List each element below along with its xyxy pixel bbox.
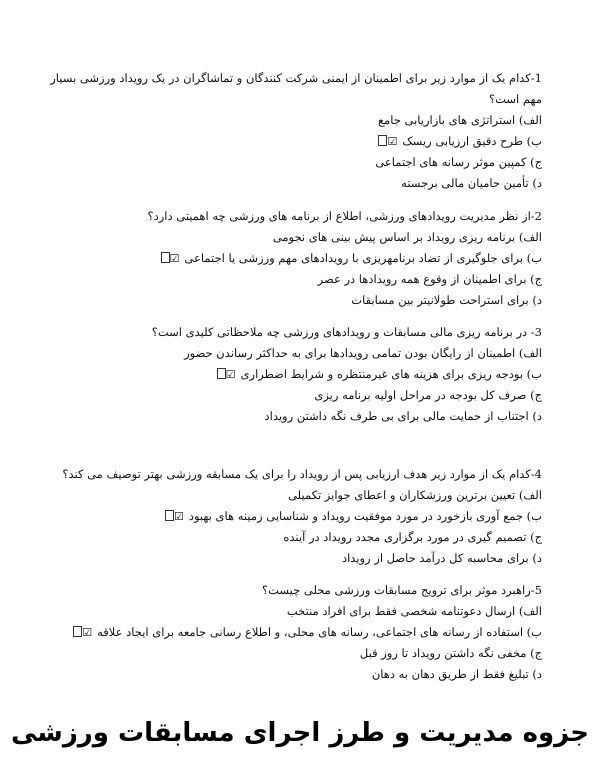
empty-box-icon (165, 510, 174, 521)
option-a: الف) استراتژی های بازاریابی جامع (377, 113, 542, 127)
option-a: الف) برنامه ریزی رویداد بر اساس پیش بینی های نجومی (272, 230, 542, 244)
question-text: 1-کدام یک از موارد زیر برای اطمینان از ایمنی شرکت کنندگان و تماشاگران در یک رویداد ورزشی بسیار مهم است؟ (50, 71, 542, 106)
option-b-correct: ب) استفاده از رسانه های اجتماعی، رسانه های محلی، و اطلاع رسانی جامعه برای ایجاد علاقه☑ (42, 622, 542, 643)
option-d: د) برای محاسبه کل درآمد حاصل از رویداد (341, 551, 542, 565)
checkbox-checked-icon: ☑ (72, 622, 93, 643)
checkbox-checked-icon: ☑ (216, 364, 237, 385)
option-b-correct: ب) جمع آوری بازخورد در مورد موفقیت رویداد و شناسایی زمینه های بهبود☑ (42, 506, 542, 527)
question-1 (42, 68, 542, 194)
option-c: ج) صرف کل بودجه در مراحل اولیه برنامه ریزی (314, 388, 542, 402)
question-text: 4-کدام یک از موارد زیر هدف ارزیابی پس از رویداد را برای یک مسابقه ورزشی بهتر توصیف می کند؟ (62, 467, 542, 481)
option-d: د) تأمین حامیان مالی برجسته (401, 176, 542, 190)
checkbox-checked-icon: ☑ (160, 248, 181, 269)
option-a: الف) اطمینان از رایگان بودن تمامی رویدادها برای به حداکثر رساندن حضور (184, 346, 542, 360)
option-b-correct: ب) بودجه ریزی برای هزینه های غیرمنتظره و شرایط اضطراری☑ (42, 364, 542, 385)
empty-box-icon (217, 368, 226, 379)
option-b-correct: ب) طرح دقیق ارزیابی ریسک☑ (42, 131, 542, 152)
empty-box-icon (161, 252, 170, 263)
question-5 (42, 580, 542, 685)
checkbox-checked-icon: ☑ (164, 506, 185, 527)
question-2 (42, 206, 542, 311)
option-d: د) اجتناب از حمایت مالی برای بی طرف نگه داشتن رویداد (264, 409, 542, 423)
option-c: ج) تصمیم گیری در مورد برگزاری مجدد رویداد در آینده (283, 530, 542, 544)
option-a: الف) ارسال دعوتنامه شخصی فقط برای افراد منتخب (286, 604, 542, 618)
option-d: د) برای استراحت طولانیتر بین مسابقات (351, 293, 542, 307)
question-4 (42, 464, 542, 569)
option-d: د) تبلیغ فقط از طریق دهان به دهان (371, 667, 542, 681)
empty-box-icon (73, 626, 82, 637)
option-c: ج) کمپین موثر رسانه های اجتماعی (375, 155, 542, 169)
question-text: 3- در برنامه ریزی مالی مسابقات و رویدادهای ورزشی چه ملاحظاتی کلیدی است؟ (151, 325, 542, 339)
option-c: ج) مخفی نگه داشتن رویداد تا روز قبل (359, 646, 542, 660)
option-a: الف) تعیین برترین ورزشکاران و اعطای جوایز تکمیلی (288, 488, 542, 502)
question-3 (42, 322, 542, 427)
option-b-correct: ب) برای جلوگیری از تضاد برنامهریزی با رویدادهای مهم ورزشی یا اجتماعی☑ (42, 248, 542, 269)
checkbox-checked-icon: ☑ (377, 131, 398, 152)
question-text: 2-از نظر مدیریت رویدادهای ورزشی، اطلاع از برنامه های ورزشی چه اهمیتی دارد؟ (147, 209, 542, 223)
document-title: جزوه مدیریت و طرز اجرای مسابقات ورزشی (10, 718, 590, 748)
option-c: ج) برای اطمینان از وقوع همه رویدادها در عصر (317, 272, 542, 286)
question-text: 5-راهبرد موثر برای ترویج مسابقات ورزشی محلی چیست؟ (261, 583, 542, 597)
